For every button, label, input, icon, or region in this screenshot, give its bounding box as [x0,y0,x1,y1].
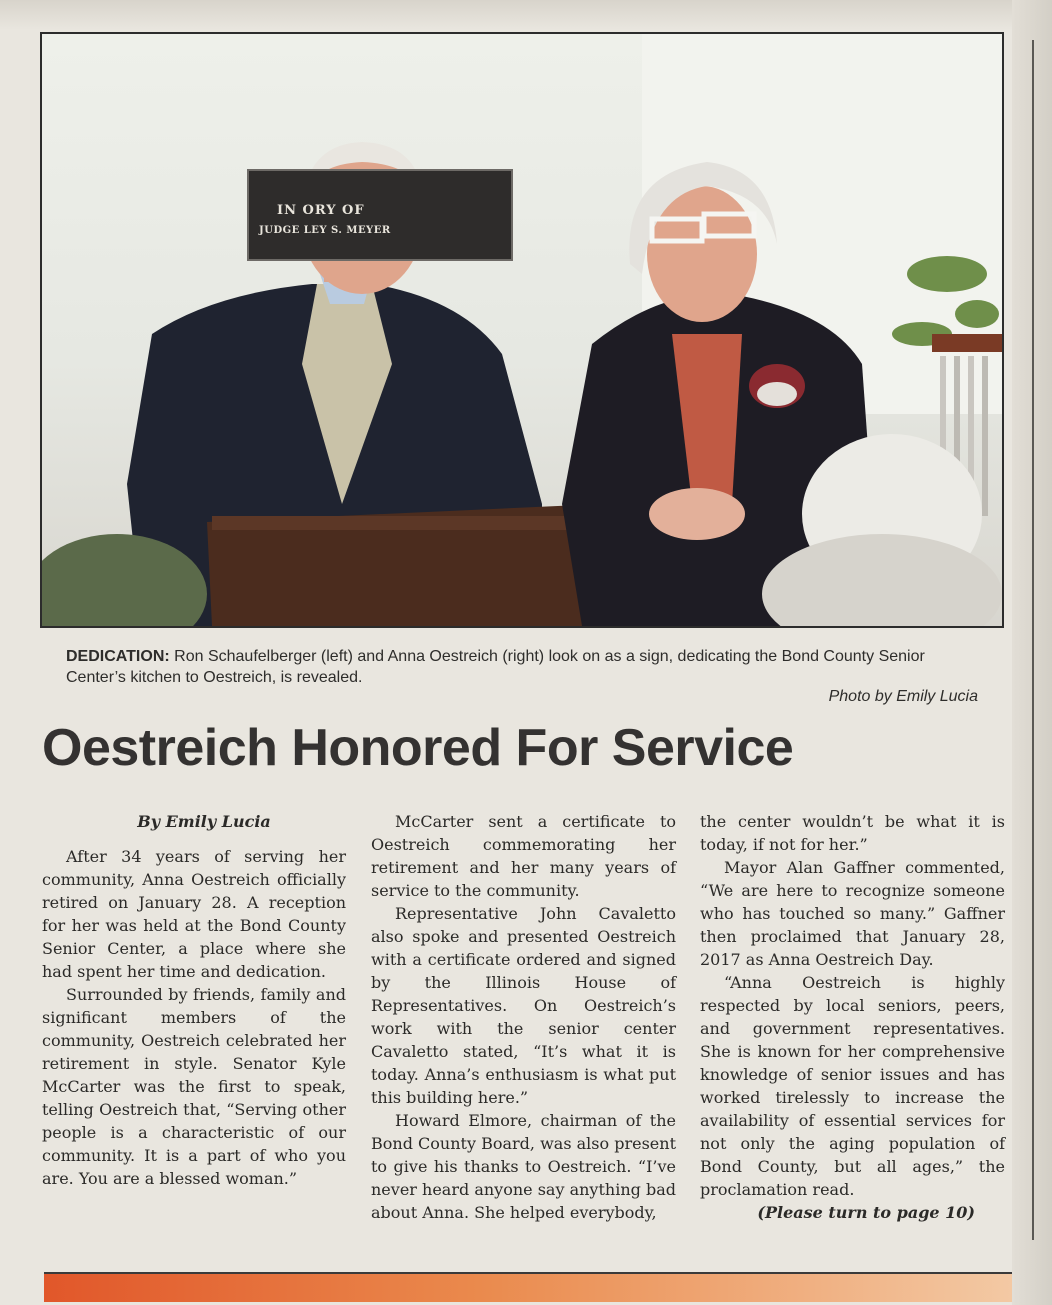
paragraph: McCarter sent a certificate to Oestreich commemorating her retirement and her many years of service to the community. [371,812,676,900]
paragraph: Representative John Cavaletto also spoke and presented Oestreich with a certificate ordered and signed by the Illinois House of Representatives. On Oestreich’s work with the senior center Cavaletto stated, “It’s what it is today. Anna’s enthusiasm is what put this building here.” [371,904,676,1107]
dedication-photo [40,32,1004,628]
article-headline: Oestreich Honored For Service [42,719,794,777]
paragraph: “Anna Oestreich is highly respected by local seniors, peers, and government representatives. She is known for her comprehensive knowledge of senior issues and has worked tirelessly to increase the availability of essential services for not only the aging population of Bond County, but all ages,” the proclamation read. [700,973,1005,1199]
photo-illustration [42,34,1002,626]
paragraph: Mayor Alan Gaffner commented, “We are here to recognize someone who has touched so many.” Gaffner then proclaimed that January 28, 2017 as Anna Oestreich Day. [700,858,1005,969]
podium [207,504,607,626]
article-column-3 [700,810,1005,1224]
article-column-2 [371,810,676,1224]
bottom-color-band [44,1272,1012,1302]
column-rule [1032,40,1034,1240]
paragraph: After 34 years of serving her community, Anna Oestreich officially retired on January 28. A reception for her was held at the Bond County Senior Center, a place where she had spent her time and dedication. [42,847,346,981]
continued-notice: (Please turn to page 10) [757,1203,975,1222]
photo-credit: Photo by Emily Lucia [828,688,978,705]
plaque-line-1: IN ORY OF [277,203,365,218]
plaque-line-2: JUDGE LEY S. MEYER [259,225,391,236]
page-top-edge [0,0,1052,30]
article-column-1 [42,810,346,1190]
caption-text: Ron Schaufelberger (left) and Anna Oestreich (right) look on as a sign, dedicating the Bond County Senior Center’s kitchen to Oestreich, is revealed. [66,648,925,686]
caption-label: DEDICATION: [66,648,170,665]
memorial-plaque [247,169,513,261]
photo-caption [66,646,986,688]
paragraph: the center wouldn’t be what it is today, if not for her.” [700,812,1005,854]
paragraph: Howard Elmore, chairman of the Bond County Board, was also present to give his thanks to Oestreich. “I’ve never heard anyone say anything bad about Anna. She helped everybody, [371,1111,676,1222]
byline: By Emily Lucia [137,812,271,831]
adjacent-page-edge [1012,0,1052,1305]
paragraph: Surrounded by friends, family and significant members of the community, Oestreich celebrated her retirement in style. Senator Kyle McCarter was the first to speak, telling Oestreich that, “Serving other people is a characteristic of our community. It is a part of who you are. You are a blessed woman.” [42,985,346,1188]
